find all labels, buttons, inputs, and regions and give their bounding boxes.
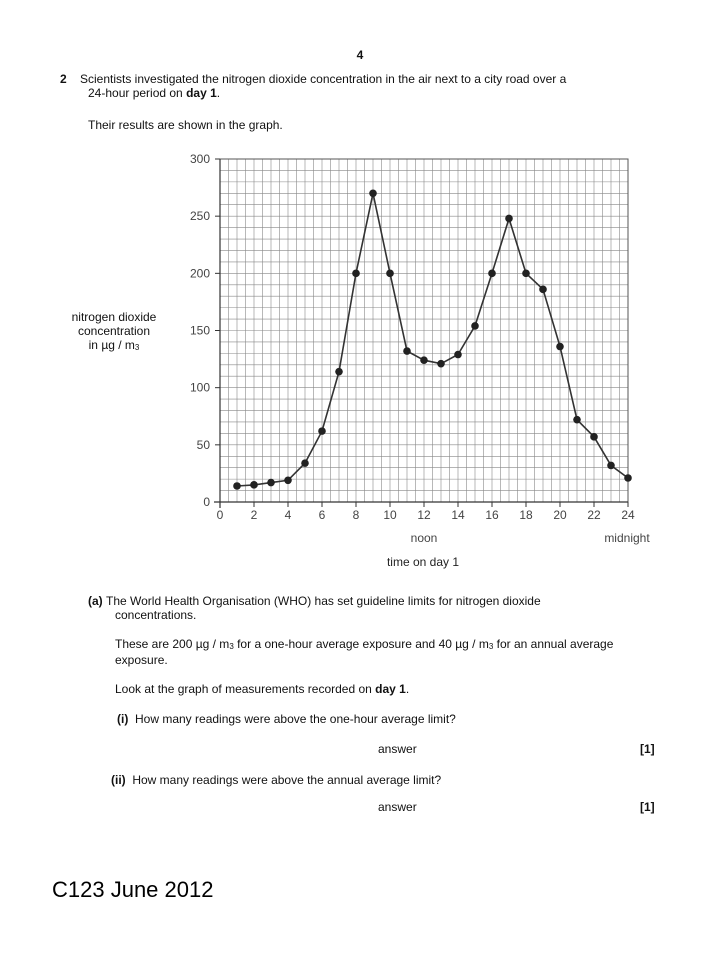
question-number: 2 (60, 72, 67, 86)
x-tick-label: 0 (216, 508, 224, 522)
data-point (573, 416, 581, 424)
limits-sub2: 3 (488, 642, 494, 651)
y-tick-label: 250 (189, 209, 210, 224)
data-point (420, 356, 428, 364)
sub-question-i-label: (i) (117, 712, 129, 726)
look-post: . (405, 682, 410, 696)
limits-sub1: 3 (229, 642, 234, 651)
results-text: Their results are shown in the graph. (88, 118, 283, 132)
mark-i: [1] (640, 742, 655, 756)
data-point (539, 286, 547, 294)
page-number: 4 (356, 48, 364, 62)
chart-axes (214, 159, 628, 508)
sub-question-ii (111, 773, 441, 787)
part-a-line2: concentrations. (115, 608, 197, 622)
answer-label-i: answer (378, 742, 417, 756)
data-point (267, 479, 275, 487)
x-tick-label: 4 (284, 508, 292, 522)
y-tick-label: 200 (189, 266, 210, 281)
x-tick-label: 20 (553, 508, 567, 522)
limits-mid: for a one-hour average exposure and 40 µg / m (233, 637, 489, 651)
x-tick-label: 10 (383, 508, 397, 522)
answer-label-ii: answer (378, 800, 417, 814)
mark-ii: [1] (640, 800, 655, 814)
x-axis-label: time on day 1 (386, 555, 460, 569)
x-tick-label: 16 (485, 508, 499, 522)
x-tick-label: 24 (621, 508, 635, 522)
data-point (437, 360, 445, 368)
question-day-label: day 1 (186, 86, 217, 100)
data-point (556, 343, 564, 351)
data-point (369, 190, 377, 198)
limits-line2: exposure. (115, 653, 168, 667)
data-point (403, 347, 411, 355)
x-tick-label: 8 (352, 508, 360, 522)
data-point (233, 482, 241, 490)
y-tick-label: 50 (196, 437, 210, 452)
x-tick-label: 18 (519, 508, 533, 522)
part-a (88, 594, 664, 622)
y-axis-label-line1: nitrogen dioxide (71, 310, 157, 324)
data-point (590, 433, 598, 441)
data-point (335, 368, 343, 376)
x-annotation-noon: noon (410, 531, 438, 545)
limits-pre: These are 200 µg / m (115, 637, 230, 651)
sub-question-i-text: How many readings were above the one-hour average limit? (135, 712, 456, 726)
part-a-line1: The World Health Organisation (WHO) has set guideline limits for nitrogen dioxide (106, 594, 541, 608)
data-point (624, 474, 632, 482)
y-axis-label-line3: in µg / m (88, 338, 135, 352)
data-point (454, 351, 462, 359)
chart-grid (220, 159, 628, 502)
chart-tick-labels (190, 152, 650, 545)
data-point (471, 322, 479, 330)
y-tick-label: 300 (189, 152, 210, 166)
question-text-line2-post: . (216, 86, 221, 100)
data-point (522, 270, 530, 278)
limits-post: for an annual average (493, 637, 614, 651)
look-pre: Look at the graph of measurements recorded on (115, 682, 376, 696)
x-tick-label: 2 (250, 508, 258, 522)
data-point (505, 215, 513, 223)
sub-question-ii-text: How many readings were above the annual average limit? (132, 773, 442, 787)
data-point (318, 427, 326, 435)
x-tick-label: 12 (417, 508, 431, 522)
question-text-line1: Scientists investigated the nitrogen dioxide concentration in the air next to a city road over a (80, 72, 567, 86)
sub-question-ii-label: (ii) (111, 773, 126, 787)
y-axis-label-superscript: 3 (134, 343, 140, 352)
sub-question-i (117, 712, 456, 726)
data-point (284, 476, 292, 484)
look-day-label: day 1 (375, 682, 406, 696)
data-point (607, 462, 615, 470)
part-a-label: (a) (88, 594, 103, 608)
data-point (352, 270, 360, 278)
data-point (250, 481, 258, 489)
look-text (115, 682, 409, 696)
x-annotation-midnight: midnight (604, 531, 650, 545)
data-point (301, 459, 309, 467)
footer-exam-code: C123 June 2012 (52, 877, 214, 902)
x-tick-label: 22 (587, 508, 601, 522)
data-point (386, 270, 394, 278)
data-point (488, 270, 496, 278)
x-tick-label: 14 (451, 508, 465, 522)
y-tick-label: 100 (189, 380, 210, 395)
y-tick-label: 0 (203, 495, 210, 509)
limits-text (115, 637, 664, 667)
x-tick-label: 6 (318, 508, 326, 522)
y-axis-label-line2: concentration (77, 324, 151, 338)
question-text-line2-pre: 24-hour period on (88, 86, 187, 100)
y-tick-label: 150 (189, 323, 210, 338)
